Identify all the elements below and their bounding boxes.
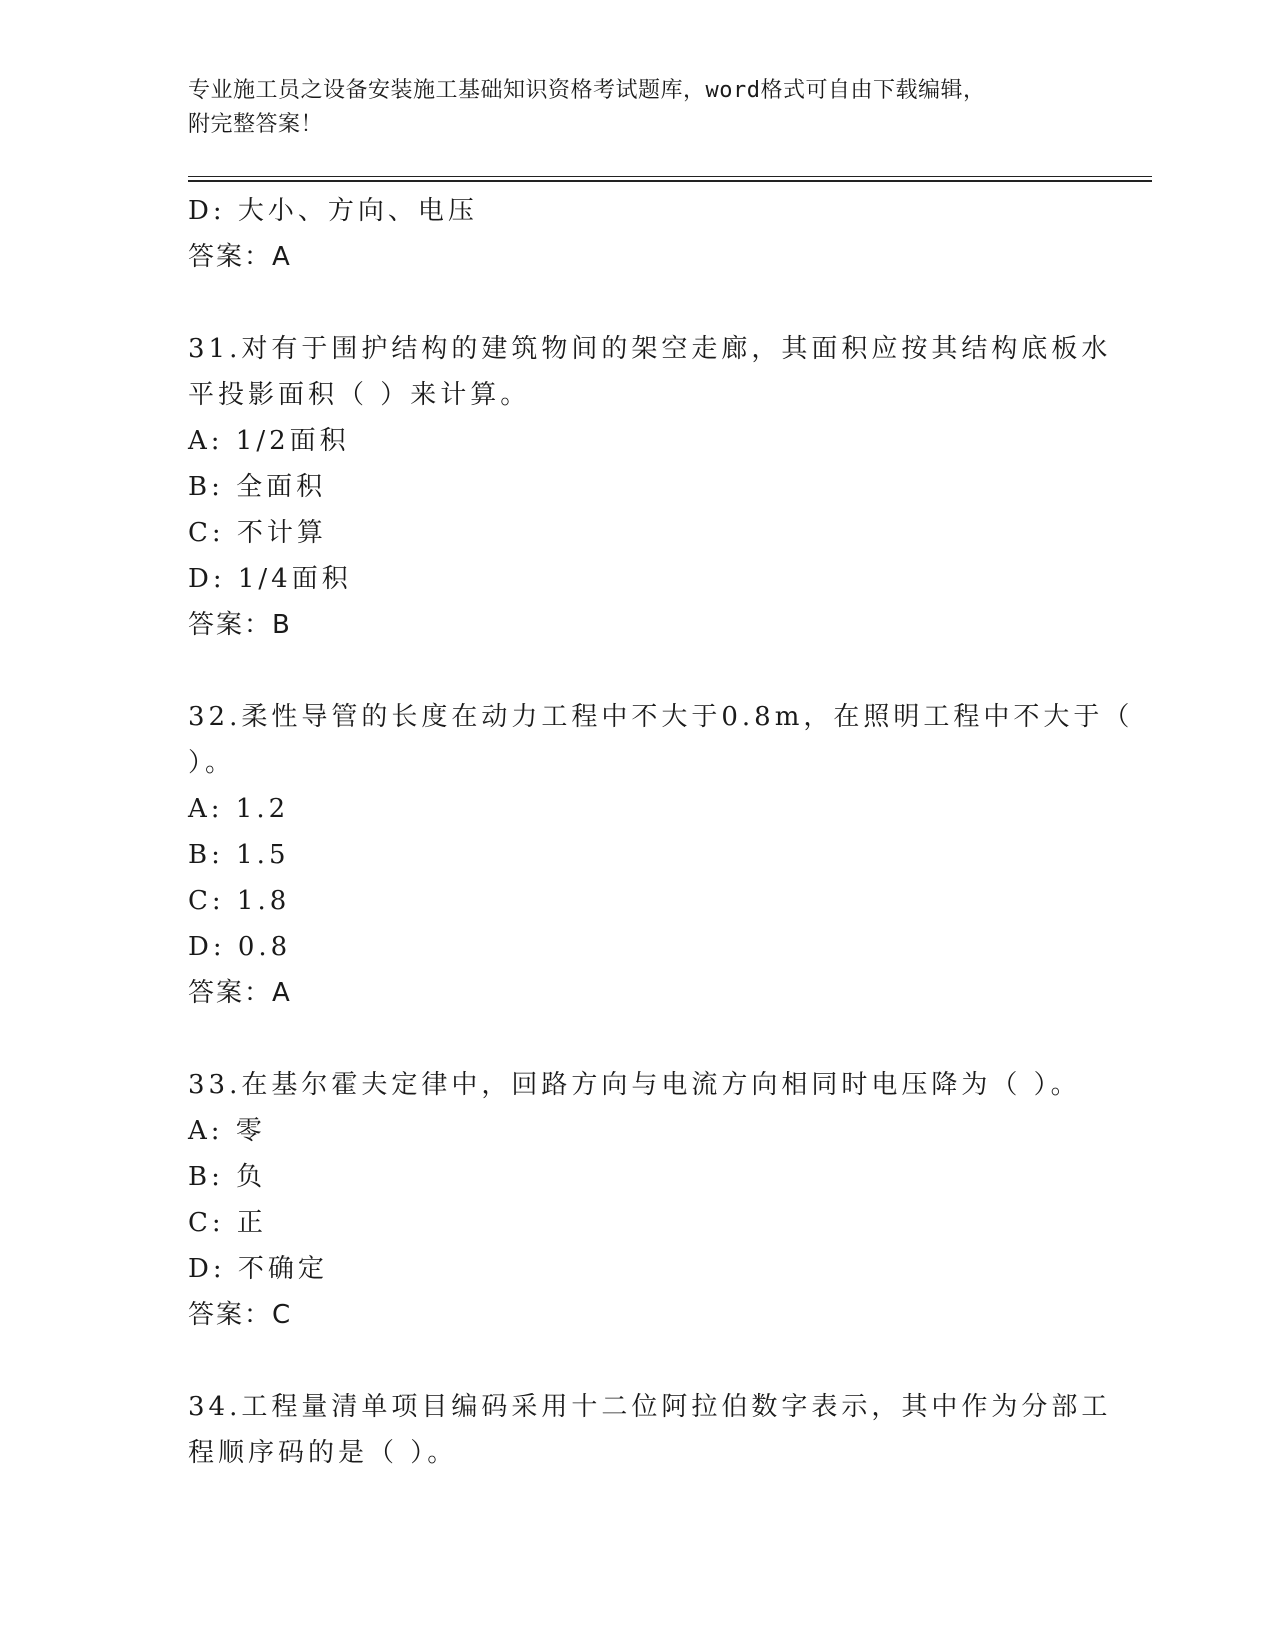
header-divider-thin [188,176,1152,177]
question-text-line: 32.柔性导管的长度在动力工程中不大于0.8m，在照明工程中不大于（ [188,702,1134,732]
question-text-line: 33.在基尔霍夫定律中，回路方向与电流方向相同时电压降为（ ）。 [188,1070,1081,1100]
question-33 [188,1062,1088,1338]
option-d: D: 大小、方向、电压 [188,196,478,226]
option-b: B: 负 [188,1162,267,1192]
previous-question-tail [188,188,1088,280]
document-header [188,74,1168,142]
question-text-line: 34.工程量清单项目编码采用十二位阿拉伯数字表示，其中作为分部工 [188,1392,1112,1422]
option-d: D: 1/4面积 [188,564,352,594]
option-a: A: 1.2 [188,794,290,824]
question-text-line: 程顺序码的是（ ）。 [188,1438,458,1468]
header-line-2: 附完整答案！ [188,112,324,137]
answer-line: 答案：A [188,978,292,1008]
question-text-line: ）。 [188,748,236,778]
option-c: C: 1.8 [188,886,291,916]
question-text-line: 平投影面积（ ）来计算。 [188,380,531,410]
option-a: A: 零 [188,1116,266,1146]
option-a: A: 1/2面积 [188,426,350,456]
option-b: B: 全面积 [188,472,327,502]
option-b: B: 1.5 [188,840,290,870]
question-text-line: 31.对有于围护结构的建筑物间的架空走廊，其面积应按其结构底板水 [188,334,1112,364]
option-c: C: 正 [188,1208,267,1238]
option-d: D: 0.8 [188,932,292,962]
question-32 [188,694,1134,1016]
option-c: C: 不计算 [188,518,327,548]
option-d: D: 不确定 [188,1254,328,1284]
question-34 [188,1384,1112,1476]
question-content [188,188,1134,1476]
header-line-1: 专业施工员之设备安装施工基础知识资格考试题库，word格式可自由下载编辑， [188,78,986,103]
answer-line: 答案：B [188,610,292,640]
answer-line: 答案：C [188,1300,293,1330]
question-31 [188,326,1112,648]
header-divider-thick [188,180,1152,182]
answer-line: 答案：A [188,242,292,272]
